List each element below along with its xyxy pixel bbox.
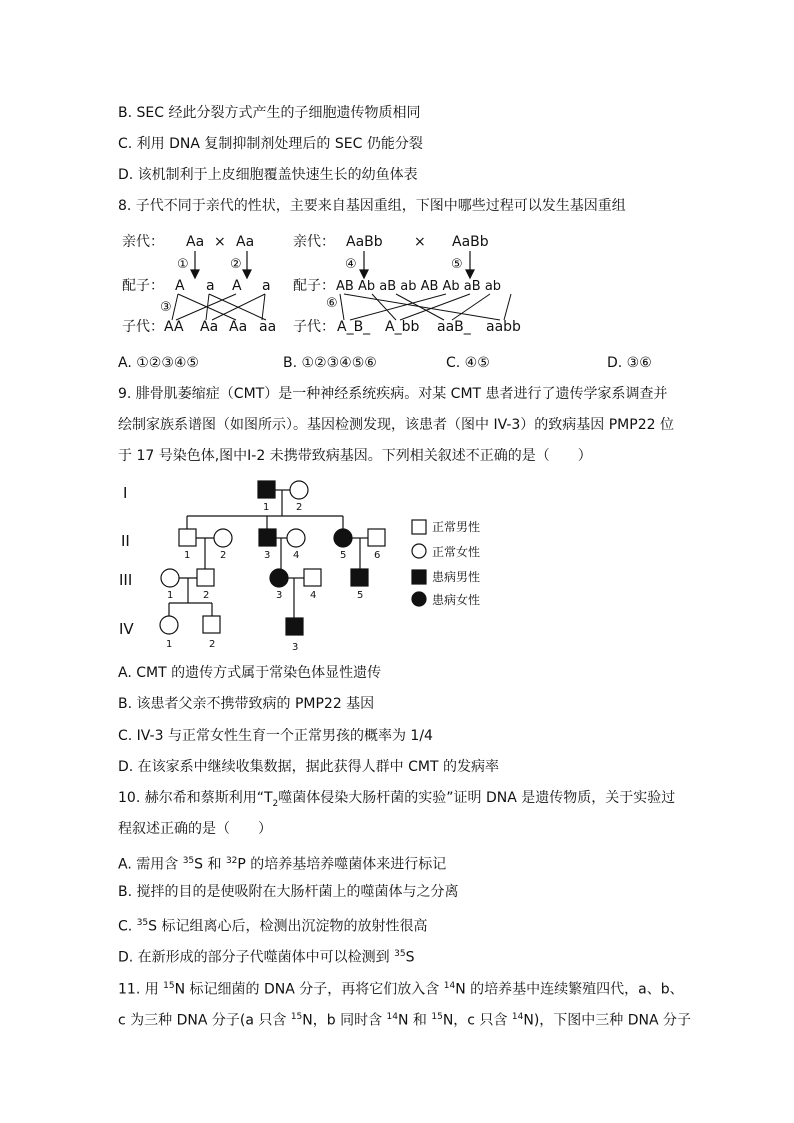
left-cross: × (214, 234, 226, 250)
num-I-1: 1 (263, 502, 270, 513)
I-1-affected-male (258, 481, 275, 498)
III-4-normal-male (304, 569, 321, 586)
I-2-normal-female (290, 481, 308, 499)
option-c-line: C. 利用 DNA 复制抑制剂处理后的 SEC 仍能分裂 (118, 136, 423, 152)
q8-option-b: B. ①②③④⑤⑥ (283, 355, 377, 371)
left-gamete-3: A (232, 278, 242, 294)
right-parent-2: AaBb (452, 234, 489, 250)
q8-option-a: A. ①②③④⑤ (118, 355, 199, 371)
legend-normal-male: 正常男性 (432, 520, 481, 534)
III-2-normal-male (197, 569, 214, 586)
legend-normal-female: 正常女性 (432, 545, 481, 559)
left-offspring-label: 子代： (122, 319, 164, 335)
step-1: ① (177, 257, 189, 272)
right-offspring-1: A_B_ (337, 319, 371, 335)
right-offspring-3: aaB_ (437, 319, 471, 335)
left-parent-1: Aa (186, 234, 205, 250)
num-IV-3: 3 (292, 642, 299, 653)
num-II-6: 6 (374, 550, 381, 561)
num-IV-2: 2 (209, 639, 216, 650)
II-2-normal-female (214, 529, 232, 547)
left-gamete-2: a (206, 278, 215, 294)
step-6: ⑥ (326, 296, 338, 311)
num-I-2: 2 (296, 502, 303, 513)
step-2: ② (230, 257, 242, 272)
q10-stem-line-1: 10. 赫尔希和蔡斯利用“$T_2$噬菌体侵染大肠杆菌的实验”证明 DNA 是遗传物质，关于实验过 (118, 790, 676, 809)
right-offspring-4: aabb (486, 319, 521, 335)
III-1-normal-female (161, 569, 179, 587)
left-offspring-2: Aa (200, 319, 219, 335)
legend-normal-female-icon (412, 544, 426, 558)
II-1-normal-male (179, 529, 196, 546)
q11-stem-line-1: 11. 用 $^{15}$N 标记细菌的 DNA 分子，再将它们放入含 $^{14}$N 的培养基中连续繁殖四代，a、b、 (118, 981, 684, 998)
right-gamete-label: 配子： (293, 278, 335, 294)
IV-3-affected-male (286, 618, 303, 635)
left-offspring-1: AA (164, 319, 184, 335)
II-3-affected-male (259, 529, 276, 546)
q9-stem-line-1: 9. 腓骨肌萎缩症（CMT）是一种神经系统疾病。对某 CMT 患者进行了遗传学家系调查并 (118, 386, 668, 402)
q9-stem-line-2: 绘制家族系谱图（如图所示）。基因检测发现，该患者（图中 IV-3）的致病基因 PMP22 位 (118, 417, 674, 433)
III-5-affected-male (351, 569, 368, 586)
q11-stem-line-2: c 为三种 DNA 分子(a 只含 $^{15}$N，b 同时含 $^{14}$N 和 $^{15}$N，c 只含 $^{14}$N)，下图中三种 DNA 分子 (118, 1012, 692, 1029)
q10-option-c: C. $^{35}$S 标记组离心后，检测出沉淀物的放射性很高 (118, 918, 428, 935)
legend-affected-female: 患病女性 (432, 593, 481, 607)
right-offspring-2: A_bb (385, 319, 420, 335)
q8-option-c: C. ④⑤ (446, 355, 490, 371)
num-III-3: 3 (276, 590, 283, 601)
IV-2-normal-male (203, 616, 220, 633)
option-d-line: D. 该机制利于上皮细胞覆盖快速生长的幼鱼体表 (118, 167, 418, 183)
num-III-1: 1 (167, 590, 174, 601)
IV-1-normal-female (160, 616, 178, 634)
generation-III-label: III (119, 571, 133, 589)
num-III-4: 4 (310, 590, 317, 601)
option-b-line: B. SEC 经此分裂方式产生的子细胞遗传物质相同 (118, 105, 421, 121)
q9-stem-line-3: 于 17 号染色体,图中Ⅰ-2 未携带致病基因。下列相关叙述不正确的是（ ） (118, 448, 592, 464)
legend-affected-male: 患病男性 (432, 570, 481, 584)
question-8-stem: 8. 子代不同于亲代的性状，主要来自基因重组，下图中哪些过程可以发生基因重组 (118, 198, 626, 214)
left-offspring-4: aa (259, 319, 277, 335)
generation-I-label: I (123, 484, 128, 502)
right-parent-1: AaBb (346, 234, 383, 250)
III-3-affected-female (270, 569, 288, 587)
step-4: ④ (345, 257, 357, 272)
legend-normal-male-icon (412, 520, 426, 534)
num-II-2: 2 (220, 550, 227, 561)
q8-option-d: D. ③⑥ (607, 355, 652, 371)
left-parent-label: 亲代： (122, 234, 164, 250)
q10-option-a: A. 需用含 $^{35}$S 和 $^{32}$P 的培养基培养噬菌体来进行标记 (118, 856, 447, 873)
q9-option-b: B. 该患者父亲不携带致病的 PMP22 基因 (118, 696, 375, 712)
step-5: ⑤ (451, 257, 463, 272)
II-6-normal-male (368, 529, 385, 546)
right-gametes: AB Ab aB ab AB Ab aB ab (336, 279, 502, 294)
num-II-4: 4 (293, 550, 300, 561)
right-parent-label: 亲代： (293, 234, 335, 250)
num-III-5: 5 (357, 590, 364, 601)
right-offspring-label: 子代： (293, 319, 335, 335)
pedigree-individuals (160, 481, 385, 635)
q10-stem-line-2: 程叙述正确的是（ ） (118, 821, 272, 837)
num-II-3: 3 (264, 550, 271, 561)
step-3: ③ (160, 300, 172, 315)
II-5-affected-female (334, 529, 352, 547)
q9-option-a: A. CMT 的遗传方式属于常染色体显性遗传 (118, 665, 382, 681)
left-parent-2: Aa (236, 234, 255, 250)
left-gamete-label: 配子： (122, 278, 164, 294)
left-gamete-4: a (262, 278, 271, 294)
num-II-1: 1 (184, 550, 191, 561)
left-offspring-3: Aa (229, 319, 248, 335)
num-III-2: 2 (203, 590, 210, 601)
num-II-5: 5 (340, 550, 347, 561)
generation-IV-label: IV (119, 620, 134, 638)
legend-affected-male-icon (412, 570, 426, 584)
q10-option-b: B. 搅拌的目的是使吸附在大肠杆菌上的噬菌体与之分离 (118, 884, 459, 900)
num-IV-1: 1 (166, 639, 173, 650)
q9-option-c: C. IV-3 与正常女性生育一个正常男孩的概率为 1/4 (118, 728, 433, 744)
left-gamete-1: A (175, 278, 185, 294)
II-4-normal-female (287, 529, 305, 547)
legend-affected-female-icon (412, 592, 426, 606)
right-cross: × (414, 234, 426, 250)
q9-option-d: D. 在该家系中继续收集数据，据此获得人群中 CMT 的发病率 (118, 759, 499, 775)
q10-option-d: D. 在新形成的部分子代噬菌体中可以检测到 $^{35}$S (118, 949, 415, 966)
pedigree-legend (412, 520, 426, 606)
generation-II-label: II (121, 532, 130, 550)
